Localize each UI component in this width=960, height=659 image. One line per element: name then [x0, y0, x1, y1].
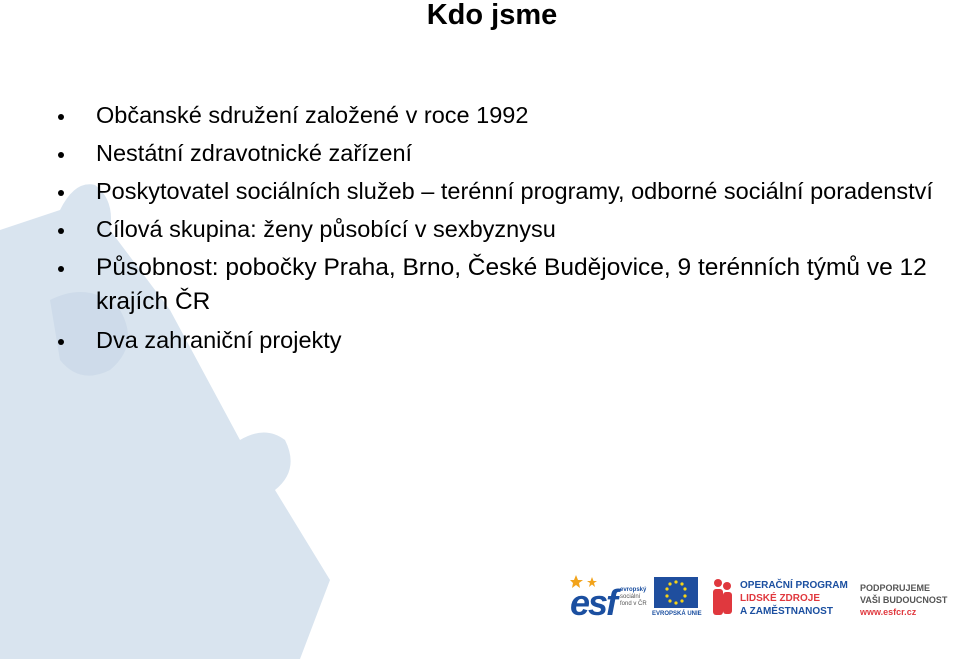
- eu-flag-icon: [654, 577, 698, 608]
- bullet-list: [58, 99, 938, 362]
- esf-logo: esf evropský sociální fond v ČR: [568, 575, 652, 621]
- op-lzz-logo: OPERAČNÍ PROGRAM LIDSKÉ ZDROJE A ZAMĚSTNANOST: [710, 577, 852, 623]
- slide-title: Kdo jsme: [426, 0, 558, 31]
- bullet-item: Působnost: pobočky Praha, Brno, České Budějovice, 9 terénních týmů ve 12 krajích ČR: [58, 251, 938, 319]
- footer-logos: [568, 575, 960, 625]
- bullet-item: Cílová skupina: ženy působící v sexbyznysu: [58, 213, 938, 246]
- bullet-item: Poskytovatel sociálních služeb – terénní programy, odborné sociální poradenství: [58, 175, 938, 208]
- bullet-item: Občanské sdružení založené v roce 1992: [58, 99, 938, 132]
- people-figure-icon: [710, 577, 734, 619]
- bullet-icon: [58, 114, 64, 120]
- eu-logo: EVROPSKÁ UNIE: [652, 577, 700, 621]
- bullet-icon: [58, 152, 64, 158]
- bullet-icon: [58, 190, 64, 196]
- bullet-item: Dva zahraniční projekty: [58, 324, 938, 357]
- bullet-icon: [58, 339, 64, 345]
- eu-stars-icon: [654, 577, 698, 608]
- support-slogan: PODPORUJEME VAŠI BUDOUCNOST www.esfcr.cz: [860, 583, 948, 617]
- bullet-icon: [58, 266, 64, 272]
- bullet-icon: [58, 228, 64, 234]
- bullet-item: Nestátní zdravotnické zařízení: [58, 137, 938, 170]
